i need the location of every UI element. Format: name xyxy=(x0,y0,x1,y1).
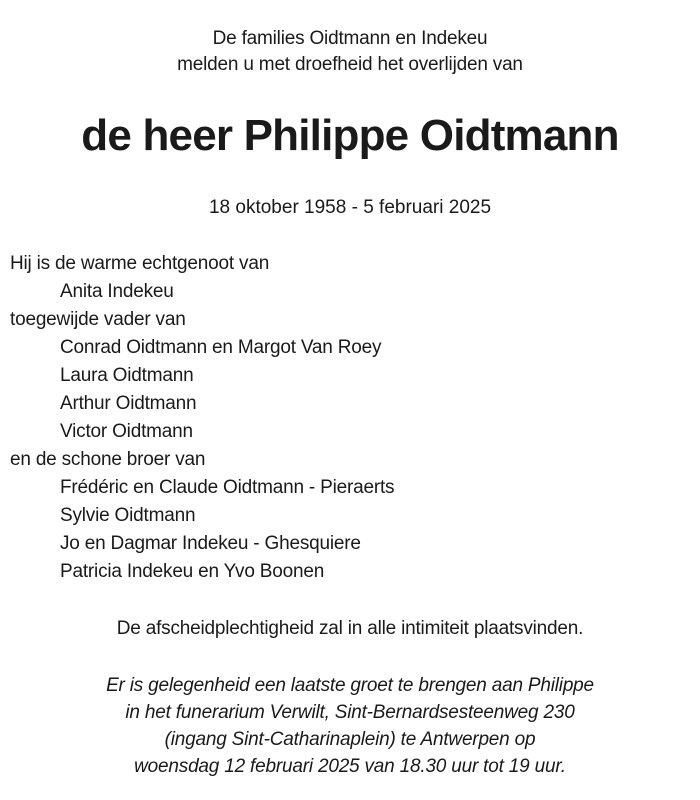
children-heading: toegewijde vader van xyxy=(10,309,186,330)
siblings-heading: en de schone broer van xyxy=(10,449,206,470)
child-name: Victor Oidtmann xyxy=(60,421,193,442)
visitation-line: (ingang Sint-Catharinaplein) te Antwerpen op xyxy=(164,729,536,750)
child-name: Arthur Oidtmann xyxy=(60,393,197,414)
visitation-line: in het funerarium Verwilt, Sint-Bernardsesteenweg 230 xyxy=(125,702,575,723)
spouse-name: Anita Indekeu xyxy=(60,281,174,302)
ceremony-notice: De afscheidplechtigheid zal in alle intimiteit plaatsvinden. xyxy=(116,618,584,639)
sibling-name: Sylvie Oidtmann xyxy=(60,505,196,526)
announcement-intro xyxy=(0,26,700,78)
life-dates: 18 oktober 1958 - 5 februari 2025 xyxy=(208,197,492,218)
child-name: Laura Oidtmann xyxy=(60,365,194,386)
sibling-name: Patricia Indekeu en Yvo Boonen xyxy=(60,561,325,582)
visitation-notice xyxy=(0,672,700,780)
intro-families-line: De families Oidtmann en Indekeu xyxy=(212,28,488,49)
intro-announcement-line: melden u met droefheid het overlijden van xyxy=(177,54,523,75)
child-name: Conrad Oidtmann en Margot Van Roey xyxy=(60,337,382,358)
visitation-line: Er is gelegenheid een laatste groet te brengen aan Philippe xyxy=(106,675,594,696)
spouse-heading: Hij is de warme echtgenoot van xyxy=(10,253,270,274)
sibling-name: Jo en Dagmar Indekeu - Ghesquiere xyxy=(60,533,361,554)
sibling-name: Frédéric en Claude Oidtmann - Pieraerts xyxy=(60,477,395,498)
deceased-name: de heer Philippe Oidtmann xyxy=(81,111,619,160)
family-list xyxy=(10,250,690,586)
visitation-line: woensdag 12 februari 2025 van 18.30 uur tot 19 uur. xyxy=(134,756,566,777)
